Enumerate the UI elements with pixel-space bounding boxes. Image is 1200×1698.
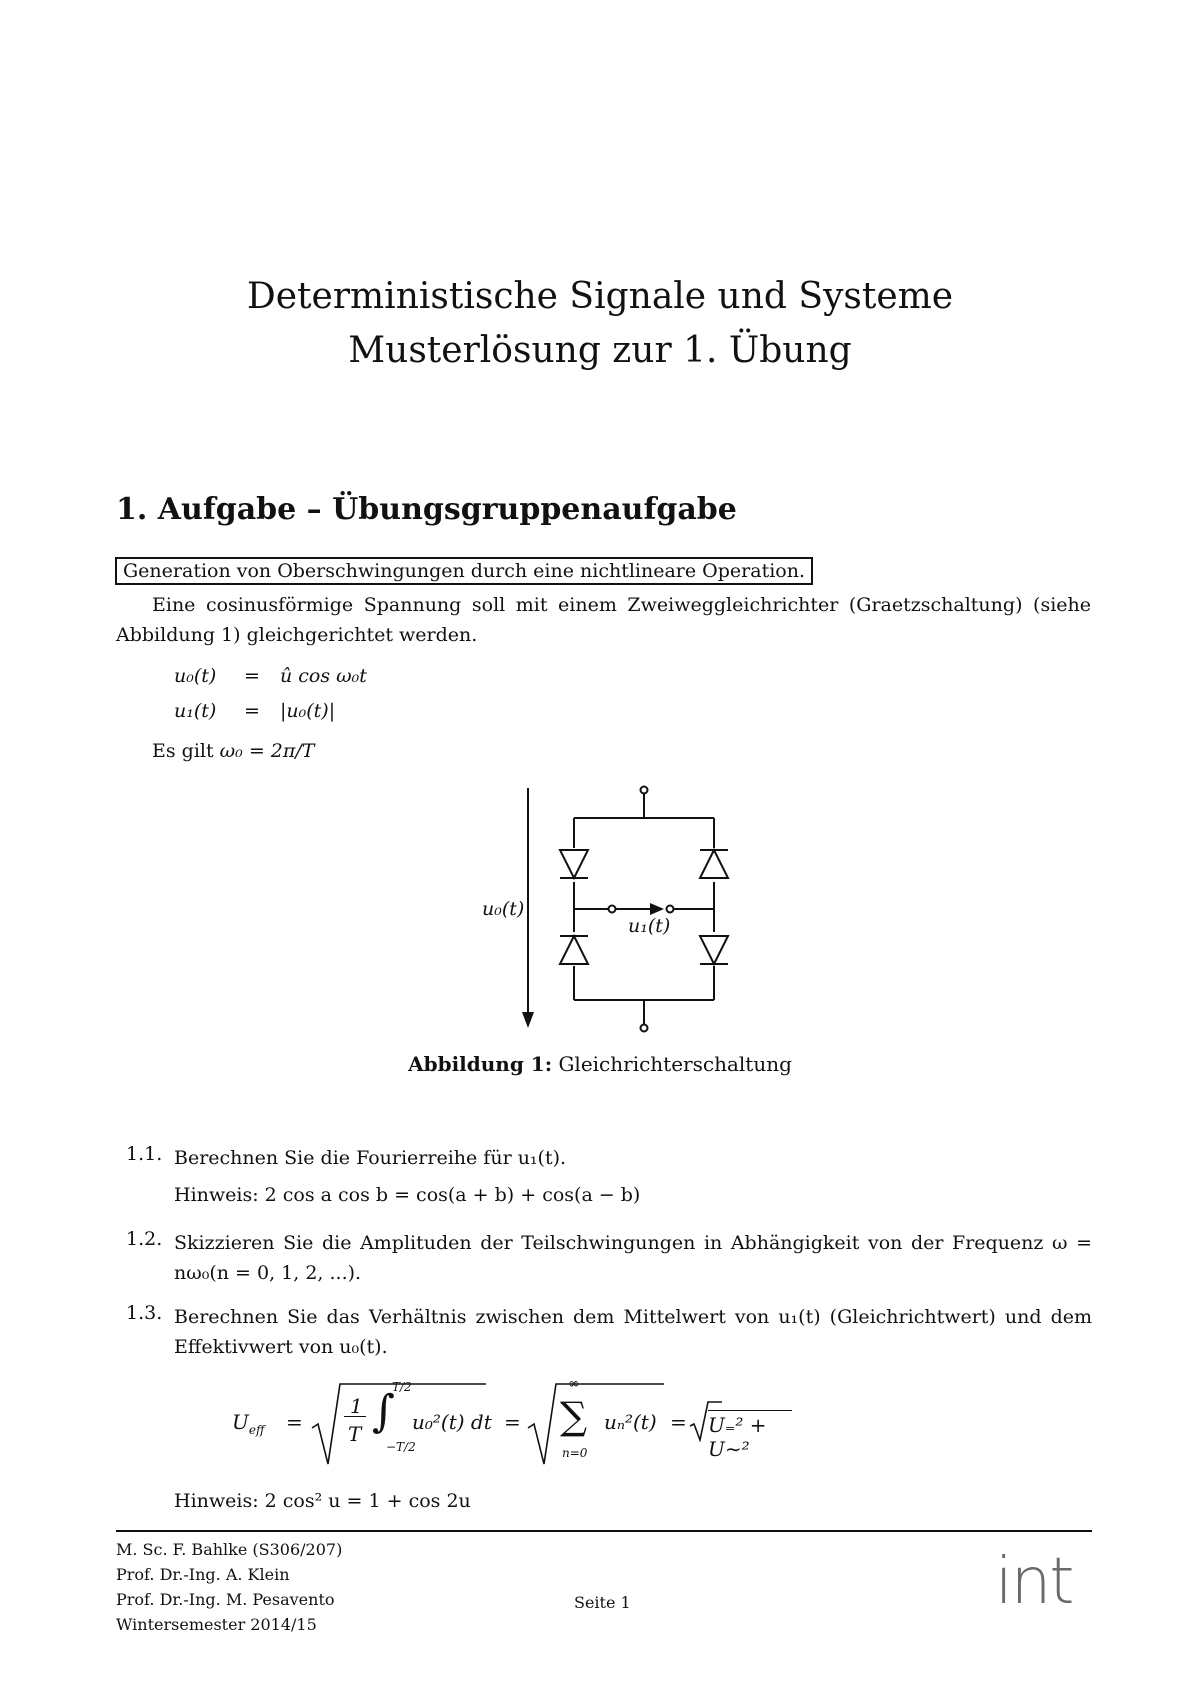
item-2-number: 1.2. xyxy=(126,1228,163,1250)
equation-1-lhs: u₀(t) xyxy=(174,665,217,687)
item-1-number: 1.1. xyxy=(126,1143,163,1165)
formula-frac-bar xyxy=(344,1416,366,1417)
footer-author-3: Prof. Dr.-Ing. M. Pesavento xyxy=(116,1590,335,1609)
item-3-text: Berechnen Sie das Verhältnis zwischen dem Mittelwert von u₁(t) (Gleichrichtwert) und dem Effektivwert von u₀(t). xyxy=(174,1306,1092,1358)
item-1-text: Berechnen Sie die Fourierreihe für u₁(t). xyxy=(174,1147,567,1169)
equation-2-rhs: |u₀(t)| xyxy=(280,700,336,722)
figure-caption xyxy=(0,1052,1200,1076)
effective-value-formula xyxy=(232,1376,792,1470)
integral-upper: T/2 xyxy=(392,1380,412,1394)
omega-definition xyxy=(152,740,314,762)
middle-terminal-left xyxy=(609,906,616,913)
equation-2-lhs: u₁(t) xyxy=(174,700,217,722)
omega-equation: ω₀ = 2π/T xyxy=(219,740,315,762)
item-1-hint: Hinweis: 2 cos a cos b = cos(a + b) + cos(a − b) xyxy=(174,1184,641,1206)
sum-upper: ∞ xyxy=(568,1376,580,1392)
integral-sign: ∫ xyxy=(372,1386,395,1437)
boxed-statement: Generation von Oberschwingungen durch eine nichtlineare Operation. xyxy=(115,557,813,585)
omega-prefix: Es gilt xyxy=(152,740,214,762)
institute-logo: int xyxy=(995,1545,1073,1619)
formula-rhs: U₌² + U∼² xyxy=(708,1410,792,1461)
caption-text: Gleichrichterschaltung xyxy=(558,1052,792,1076)
document-title-line-2: Musterlösung zur 1. Übung xyxy=(348,330,852,371)
middle-terminal-right xyxy=(667,906,674,913)
caption-label: Abbildung 1: xyxy=(408,1052,553,1076)
footer-divider xyxy=(116,1530,1092,1532)
bottom-terminal xyxy=(641,1025,648,1032)
formula-equals-3: = xyxy=(670,1410,687,1434)
u0-arrowhead xyxy=(522,1012,534,1028)
item-2-text: Skizzieren Sie die Amplituden der Teilschwingungen in Abhängigkeit von der Frequenz ω = nω₀(n = 0, 1, 2, ...). xyxy=(174,1232,1092,1284)
equation-1-rhs: û cos ω₀t xyxy=(280,665,367,687)
equation-1-equals: = xyxy=(244,665,260,687)
summand: uₙ²(t) xyxy=(604,1410,657,1434)
equation-2-equals: = xyxy=(244,700,260,722)
footer-author-2: Prof. Dr.-Ing. A. Klein xyxy=(116,1565,290,1584)
page-number: Seite 1 xyxy=(574,1593,631,1612)
sum-lower: n=0 xyxy=(562,1446,588,1460)
section-heading: 1. Aufgabe – Übungsgruppenaufgabe xyxy=(116,492,737,527)
circuit-label-u1: u₁(t) xyxy=(628,915,671,937)
document-title-line-1: Deterministische Signale und Systeme xyxy=(246,276,954,317)
footer-author-1: M. Sc. F. Bahlke (S306/207) xyxy=(116,1540,343,1559)
intro-paragraph: Eine cosinusförmige Spannung soll mit einem Zweiweggleichrichter (Graetzschaltung) (siehe Abbildung 1) gleichgerichtet werden. xyxy=(116,594,1091,646)
circuit-label-u0: u₀(t) xyxy=(482,898,525,920)
formula-lhs: $U_{eff}$ xyxy=(232,1410,265,1437)
formula-equals-1: = xyxy=(286,1410,303,1434)
top-terminal xyxy=(641,787,648,794)
item-3-hint: Hinweis: 2 cos² u = 1 + cos 2u xyxy=(174,1490,471,1512)
integral-lower: −T/2 xyxy=(386,1440,416,1454)
formula-equals-2: = xyxy=(504,1410,521,1434)
sum-sign: ∑ xyxy=(560,1394,588,1438)
u1-arrowhead xyxy=(650,903,664,915)
formula-frac-num: 1 xyxy=(350,1394,363,1418)
footer-semester: Wintersemester 2014/15 xyxy=(116,1615,317,1634)
formula-frac-den: T xyxy=(348,1422,362,1446)
item-3-number: 1.3. xyxy=(126,1302,163,1324)
integrand: u₀²(t) dt xyxy=(412,1410,492,1434)
